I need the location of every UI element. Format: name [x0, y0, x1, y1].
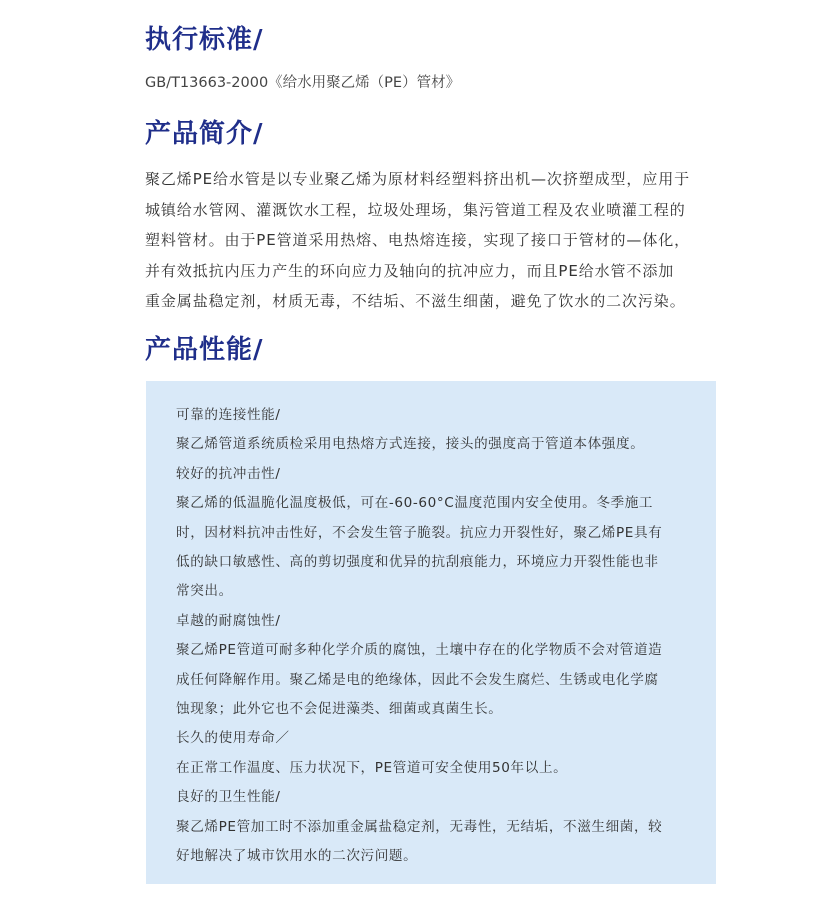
performance-panel	[146, 381, 716, 884]
feature-title-impact: 较好的抗冲击性/	[176, 465, 281, 482]
feature-title-corrosion: 卓越的耐腐蚀性/	[176, 612, 281, 629]
feature-text: 好地解决了城市饮用水的二次污问题。	[176, 848, 418, 865]
standard-heading: 执行标准/	[145, 25, 264, 55]
standard-text: GB/T13663-2000《给水用聚乙烯（PE）管材》	[145, 75, 461, 91]
intro-line: 城镇给水管网、灌溉饮水工程，垃圾处理场，集污管道工程及农业喷灌工程的	[145, 200, 686, 219]
feature-text: 聚乙烯管道系统质检采用电热熔方式连接，接头的强度高于管道本体强度。	[176, 436, 645, 453]
intro-line: 重金属盐稳定剂，材质无毒，不结垢、不滋生细菌，避免了饮水的二次污染。	[145, 292, 686, 310]
feature-text: 成任何降解作用。聚乙烯是电的绝缘体，因此不会发生腐烂、生锈或电化学腐	[176, 671, 659, 688]
performance-heading: 产品性能/	[145, 335, 264, 365]
feature-text: 在正常工作温度、压力状况下，PE管道可安全使用50年以上。	[176, 759, 568, 776]
feature-text: 时，因材料抗冲击性好，不会发生管子脆裂。抗应力开裂性好，聚乙烯PE具有	[176, 524, 663, 541]
feature-text: 低的缺口敏感性、高的剪切强度和优异的抗刮痕能力，环境应力开裂性能也非	[176, 554, 659, 571]
intro-line: 聚乙烯PE给水管是以专业聚乙烯为原材料经塑料挤出机—次挤塑成型，应用于	[145, 170, 691, 188]
intro-paragraph	[145, 164, 725, 317]
feature-title-hygiene: 良好的卫生性能/	[176, 789, 281, 806]
intro-line: 塑料管材。由于PE管道采用热熔、电热熔连接，实现了接口于管材的—体化，	[145, 231, 691, 249]
feature-title-connection: 可靠的连接性能/	[176, 407, 281, 423]
feature-title-lifespan: 长久的使用寿命／	[176, 730, 290, 747]
feature-text: 聚乙烯PE管道可耐多种化学介质的腐蚀，土壤中存在的化学物质不会对管道造	[176, 642, 663, 659]
feature-text: 蚀现象；此外它也不会促进藻类、细菌或真菌生长。	[176, 701, 503, 718]
feature-text: 常突出。	[176, 583, 233, 600]
intro-line: 并有效抵抗内压力产生的环向应力及轴向的抗冲应力，而且PE给水管不添加	[145, 261, 675, 280]
feature-text: 聚乙烯的低温脆化温度极低，可在-60-60°C温度范围内安全使用。冬季施工	[176, 495, 654, 512]
feature-text: 聚乙烯PE管加工时不添加重金属盐稳定剂，无毒性，无结垢，不滋生细菌，较	[176, 818, 663, 835]
intro-heading: 产品简介/	[145, 119, 264, 149]
